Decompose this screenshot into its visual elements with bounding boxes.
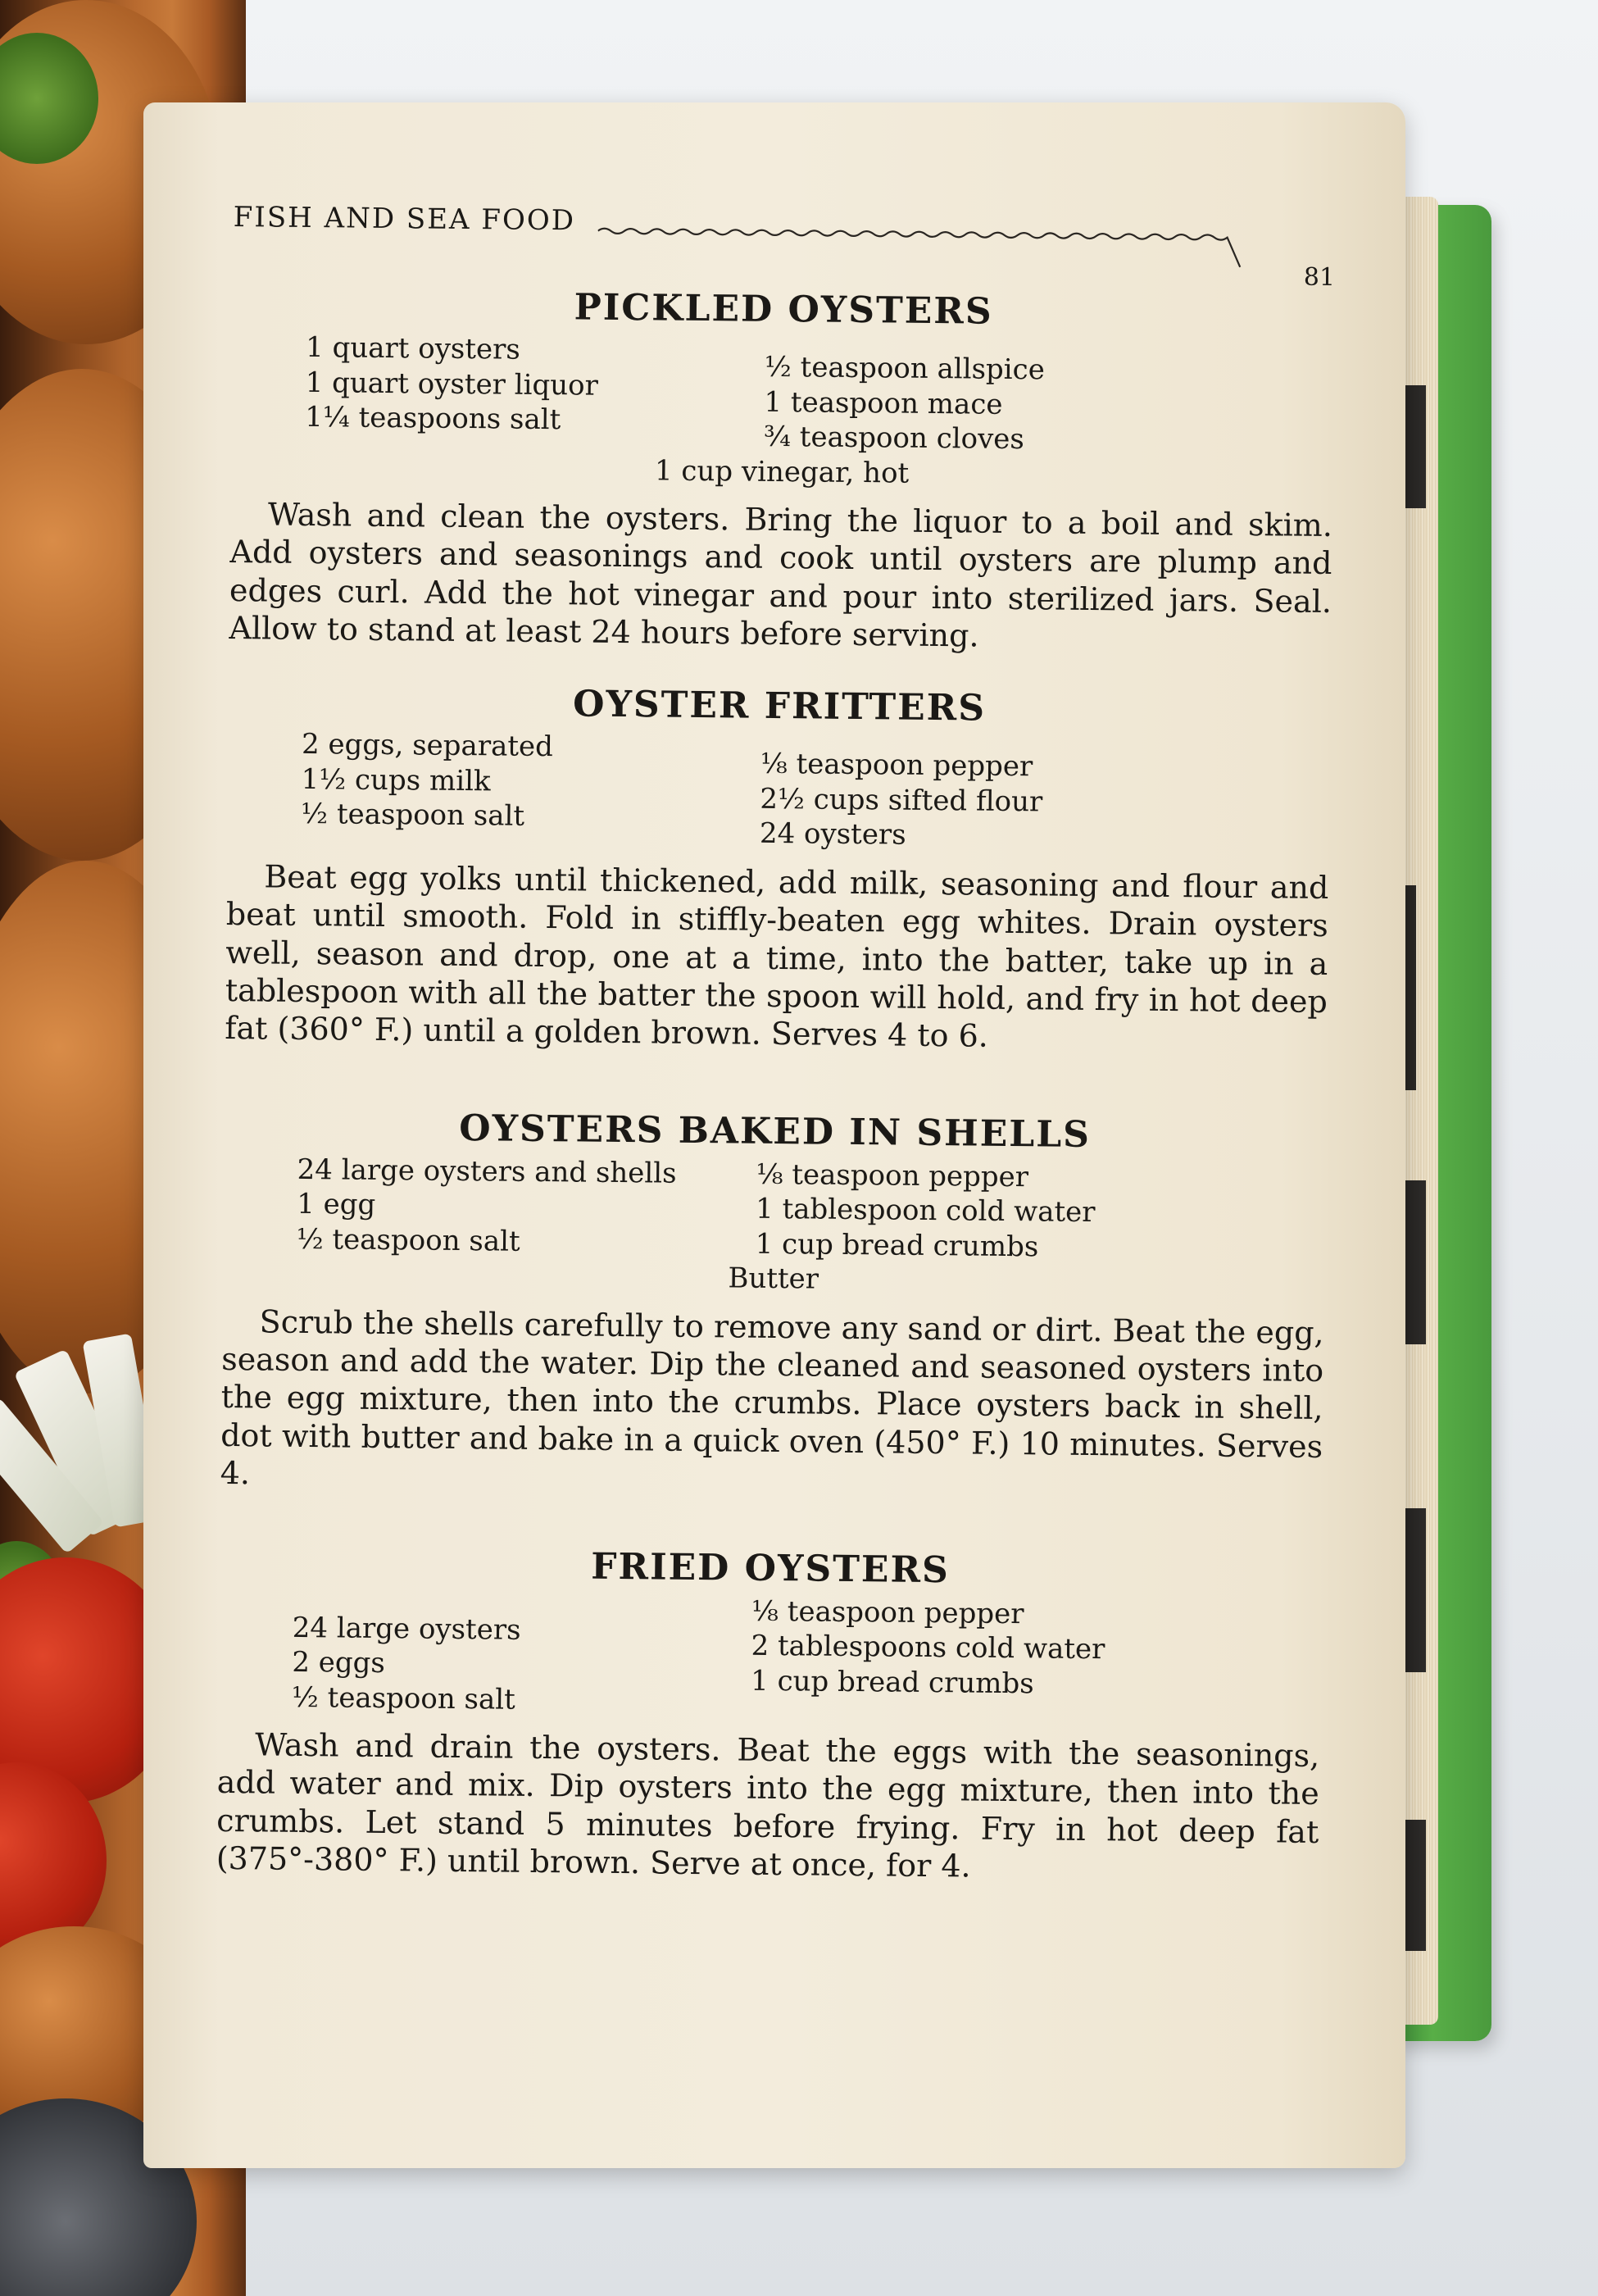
ingredient-column-left [218, 1588, 720, 1719]
recipe-title: OYSTER FRITTERS [572, 683, 987, 730]
ingredient-column-left [231, 330, 732, 454]
recipe-title: OYSTERS BAKED IN SHELLS [459, 1107, 1092, 1156]
book-page [143, 102, 1405, 2168]
recipe-pickled-oysters [229, 283, 1335, 658]
ingredient-column-right [718, 1594, 1322, 1725]
ingredient: ⅛ teaspoon pepper [760, 748, 1033, 784]
ingredient-list [218, 1588, 1322, 1725]
recipe-title: FRIED OYSTERS [591, 1545, 951, 1591]
recipe-title: PICKLED OYSTERS [574, 286, 993, 333]
ingredient: 1 quart oysters [305, 330, 521, 366]
recipe-method: Beat egg yolks until thickened, add milk, seasoning and flour and beat until smooth. Fold in stiffly-beaten egg whites. Drain oysters well, season and drop, one at a time, into the batter, take up in a tablespoon with all the batter the spoon will hold, and fry in hot deep fat (360° F.) until a golden brown. Serves 4 to 6. [225, 858, 1329, 1055]
ingredient-column-left [223, 1152, 724, 1262]
ingredient: ¾ teaspoon cloves [763, 420, 1025, 457]
recipe-oyster-fritters [225, 680, 1331, 1058]
ingredient: 2 eggs, separated [301, 728, 554, 764]
recipe-fried-oysters [216, 1541, 1322, 1889]
ingredient-centered: 1 cup vinegar, hot [654, 453, 910, 490]
ingredient: 1 cup bread crumbs [750, 1664, 1034, 1700]
recipe-method: Wash and drain the oysters. Beat the eggs with the seasonings, add water and mix. Dip oysters into the egg mixture, then into the crumbs. Let stand 5 minutes before frying. Fry in hot deep fat (375°-380° F.) until brown. Serve at once, for 4. [216, 1726, 1320, 1885]
section-title: FISH AND SEA FOOD [233, 201, 576, 238]
ingredient: 1 quart oyster liquor [305, 366, 599, 402]
ingredient-list [227, 726, 1330, 857]
ingredient: ⅛ teaspoon pepper [751, 1594, 1024, 1630]
ingredient: 24 large oysters and shells [297, 1153, 677, 1190]
ingredient-column-right [727, 732, 1330, 857]
ingredient: 1 cup bread crumbs [755, 1227, 1039, 1264]
ingredient: ⅛ teaspoon pepper [756, 1157, 1029, 1193]
ingredient: 24 large oysters [292, 1611, 521, 1647]
running-head [233, 201, 1336, 294]
ingredient-column-right [731, 334, 1334, 460]
ingredient-list [231, 330, 1334, 461]
page-number: 81 [1303, 262, 1336, 293]
ingredient: 2 tablespoons cold water [751, 1629, 1105, 1666]
ingredient: 1 egg [296, 1188, 376, 1222]
ingredient: 2 eggs [292, 1645, 386, 1680]
ingredient: 1½ cups milk [301, 762, 491, 798]
ingredient: 1 teaspoon mace [764, 385, 1003, 421]
ingredient: 24 oysters [759, 817, 906, 852]
ingredient: 1¼ teaspoons salt [305, 400, 561, 437]
recipe-method: Wash and clean the oysters. Bring the liquor to a boil and skim. Add oysters and seasonings and cook until oysters are plump and edges curl. Add the hot vinegar and pour into sterilized jars. Seal. Allow to stand at least 24 hours before serving. [229, 496, 1333, 654]
ingredient-centered: Butter [728, 1262, 819, 1296]
ingredient: ½ teaspoon salt [300, 798, 525, 834]
ingredient: ½ teaspoon salt [291, 1680, 516, 1716]
wavy-rule-icon [597, 221, 1246, 277]
ingredient-column-left [227, 726, 728, 851]
ingredient-column-right [722, 1157, 1325, 1267]
recipe-method: Scrub the shells carefully to remove any sand or dirt. Beat the egg, season and add the water. Dip the cleaned and seasoned oysters into the egg mixture, then into the crumbs. Place oysters back in shell, dot with butter and bake in a quick oven (450° F.) 10 minutes. Serves 4. [220, 1303, 1324, 1492]
ingredient: 2½ cups sifted flour [760, 782, 1043, 819]
page-content [216, 201, 1336, 1921]
ingredient: 1 tablespoon cold water [755, 1192, 1096, 1230]
recipe-oysters-baked-in-shells [220, 1105, 1327, 1504]
ingredient: ½ teaspoon allspice [764, 350, 1046, 387]
ingredient: ½ teaspoon salt [296, 1222, 520, 1258]
ingredient-list [223, 1152, 1326, 1268]
